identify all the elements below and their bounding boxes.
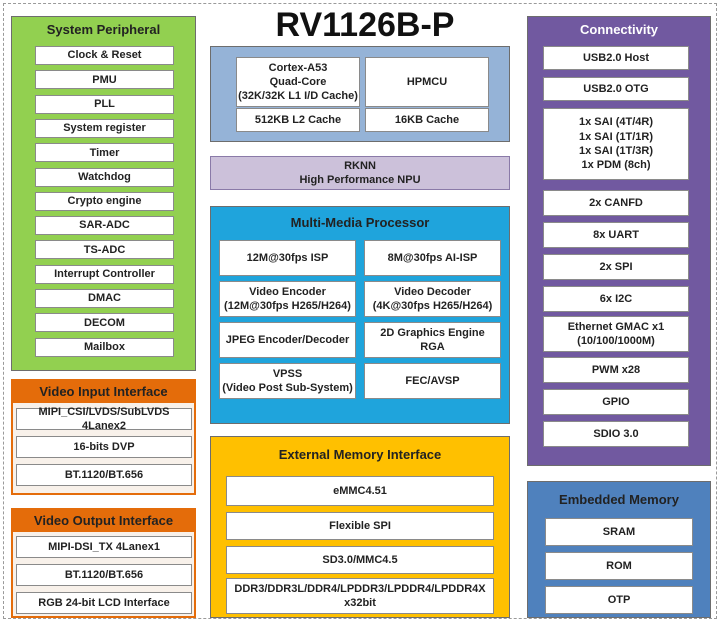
multimedia-item: JPEG Encoder/Decoder — [219, 322, 356, 358]
connectivity-item: PWM x28 — [543, 357, 689, 383]
connectivity-item: 2x SPI — [543, 254, 689, 280]
connectivity-item: USB2.0 Host — [543, 46, 689, 70]
chip-title: RV1126B-P — [275, 6, 455, 44]
npu-block: RKNN High Performance NPU — [210, 156, 510, 190]
multimedia-item: FEC/AVSP — [364, 363, 501, 399]
hpmcu-block: HPMCU — [365, 57, 489, 107]
video-output-item: MIPI-DSI_TX 4Lanex1 — [16, 536, 192, 558]
system-peripheral-item: PMU — [35, 70, 174, 89]
connectivity-item: GPIO — [543, 389, 689, 415]
connectivity-item: 1x SAI (4T/4R) 1x SAI (1T/1R) 1x SAI (1T/3R) 1x PDM (8ch) — [543, 108, 689, 180]
video-input-title: Video Input Interface — [13, 381, 194, 403]
external-memory-item: eMMC4.51 — [226, 476, 494, 506]
system-peripheral-item: DMAC — [35, 289, 174, 308]
video-input-item: MIPI_CSI/LVDS/SubLVDS 4Lanex2 — [16, 408, 192, 430]
system-peripheral-item: System register — [35, 119, 174, 138]
system-peripheral-item: TS-ADC — [35, 240, 174, 259]
connectivity-item: SDIO 3.0 — [543, 421, 689, 447]
system-peripheral-item: DECOM — [35, 313, 174, 332]
connectivity-item: USB2.0 OTG — [543, 77, 689, 101]
external-memory-item: DDR3/DDR3L/DDR4/LPDDR3/LPDDR4/LPDDR4X x32bit — [226, 578, 494, 614]
connectivity-item: Ethernet GMAC x1 (10/100/1000M) — [543, 316, 689, 352]
system-peripheral-item: Clock & Reset — [35, 46, 174, 65]
mcu-cache-block: 16KB Cache — [365, 108, 489, 132]
video-output-item: RGB 24-bit LCD Interface — [16, 592, 192, 614]
connectivity-item: 8x UART — [543, 222, 689, 248]
connectivity-title: Connectivity — [579, 22, 658, 37]
multimedia-item: 12M@30fps ISP — [219, 240, 356, 276]
embedded-memory-item: OTP — [545, 586, 693, 614]
external-memory-title: External Memory Interface — [278, 447, 442, 462]
system-peripheral-item: Watchdog — [35, 168, 174, 187]
system-peripheral-item: Interrupt Controller — [35, 265, 174, 284]
multimedia-item: Video Decoder (4K@30fps H265/H264) — [364, 281, 501, 317]
multimedia-item: Video Encoder (12M@30fps H265/H264) — [219, 281, 356, 317]
video-output-title: Video Output Interface — [13, 510, 194, 532]
video-input-item: 16-bits DVP — [16, 436, 192, 458]
cortex-a53-block: Cortex-A53 Quad-Core (32K/32K L1 I/D Cache) — [236, 57, 360, 107]
embedded-memory-item: ROM — [545, 552, 693, 580]
video-output-item: BT.1120/BT.656 — [16, 564, 192, 586]
connectivity-item: 2x CANFD — [543, 190, 689, 216]
multimedia-item: 2D Graphics Engine RGA — [364, 322, 501, 358]
system-peripheral-item: Timer — [35, 143, 174, 162]
system-peripheral-item: PLL — [35, 95, 174, 114]
system-peripheral-item: SAR-ADC — [35, 216, 174, 235]
connectivity-item: 6x I2C — [543, 286, 689, 312]
external-memory-item: SD3.0/MMC4.5 — [226, 546, 494, 574]
embedded-memory-item: SRAM — [545, 518, 693, 546]
system-peripheral-title: System Peripheral — [46, 22, 161, 37]
multimedia-title: Multi-Media Processor — [290, 215, 430, 230]
embedded-memory-title: Embedded Memory — [559, 492, 679, 507]
multimedia-item: 8M@30fps AI-ISP — [364, 240, 501, 276]
video-input-item: BT.1120/BT.656 — [16, 464, 192, 486]
system-peripheral-item: Mailbox — [35, 338, 174, 357]
multimedia-item: VPSS (Video Post Sub-System) — [219, 363, 356, 399]
l2-cache-block: 512KB L2 Cache — [236, 108, 360, 132]
external-memory-item: Flexible SPI — [226, 512, 494, 540]
system-peripheral-item: Crypto engine — [35, 192, 174, 211]
